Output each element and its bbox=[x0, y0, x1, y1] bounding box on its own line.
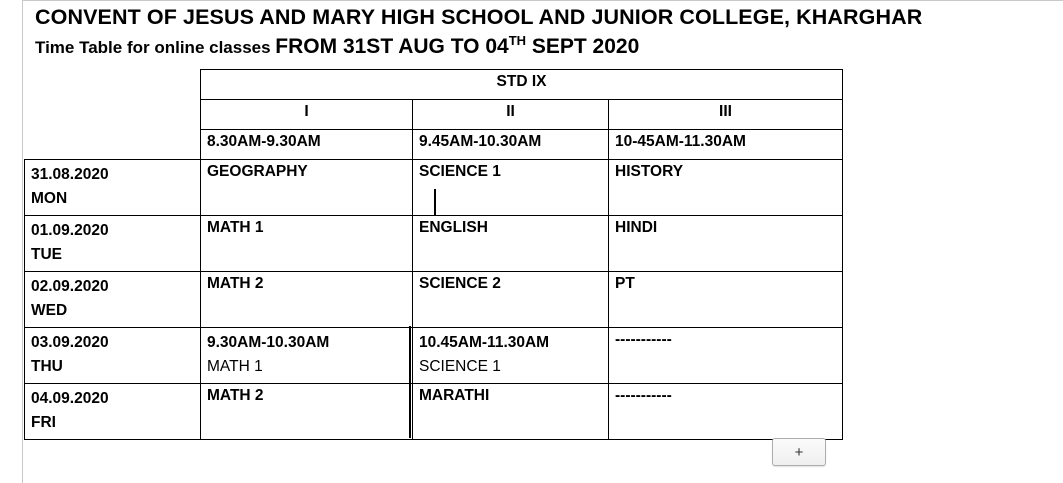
column-boundary-marker bbox=[409, 326, 411, 438]
subject-thu-p2-label: SCIENCE 1 bbox=[419, 357, 501, 375]
period-time-2: 9.45AM-10.30AM bbox=[413, 129, 609, 159]
subject-thu-p2 bbox=[413, 327, 609, 383]
table-row bbox=[25, 327, 843, 383]
row-date: 02.09.2020 bbox=[31, 277, 109, 295]
row-date-day-mon bbox=[25, 159, 201, 215]
row-date: 03.09.2020 bbox=[31, 333, 109, 351]
table-row bbox=[25, 271, 843, 327]
row-date-day-fri bbox=[25, 383, 201, 439]
std-header-cell: STD IX bbox=[201, 69, 843, 99]
text-cursor bbox=[434, 189, 436, 215]
blank-cell-times bbox=[25, 129, 201, 159]
row-date-day-thu bbox=[25, 327, 201, 383]
subject-tue-p1: MATH 1 bbox=[201, 215, 413, 271]
subject-mon-p3: HISTORY bbox=[609, 159, 843, 215]
corner-blank-cell bbox=[25, 69, 201, 99]
subject-tue-p3: HINDI bbox=[609, 215, 843, 271]
subject-fri-p1: MATH 2 bbox=[201, 383, 413, 439]
row-day: MON bbox=[31, 189, 68, 207]
subject-wed-p2: SCIENCE 2 bbox=[413, 271, 609, 327]
subject-wed-p3: PT bbox=[609, 271, 843, 327]
timetable-subtitle bbox=[22, 30, 1052, 59]
subject-mon-p2: SCIENCE 1 bbox=[413, 159, 609, 215]
row-date: 04.09.2020 bbox=[31, 389, 109, 407]
subject-tue-p2: ENGLISH bbox=[413, 215, 609, 271]
row-date: 01.09.2020 bbox=[31, 221, 109, 239]
subtitle-prefix: Time Table for online classes bbox=[35, 37, 276, 57]
table-row-period-numbers bbox=[25, 99, 843, 129]
override-time-thu-p2: 10.45AM-11.30AM bbox=[419, 333, 550, 351]
subject-fri-p3: ----------- bbox=[609, 383, 843, 439]
subtitle-range-start: FROM 31ST AUG TO 04 bbox=[275, 34, 509, 58]
school-title: CONVENT OF JESUS AND MARY HIGH SCHOOL AND JUNIOR COLLEGE, KHARGHAR bbox=[35, 5, 923, 29]
table-row-std-header bbox=[25, 69, 843, 99]
override-time-thu-p1: 9.30AM-10.30AM bbox=[207, 333, 330, 351]
add-row-button[interactable]: + bbox=[772, 438, 826, 466]
document-body bbox=[22, 0, 1052, 440]
table-row-period-times bbox=[25, 129, 843, 159]
row-day: TUE bbox=[31, 245, 62, 263]
subject-mon-p1: GEOGRAPHY bbox=[201, 159, 413, 215]
subject-thu-p3: ----------- bbox=[609, 327, 843, 383]
row-date: 31.08.2020 bbox=[31, 165, 109, 183]
timetable bbox=[24, 69, 843, 440]
subject-thu-p1-label: MATH 1 bbox=[207, 357, 263, 375]
subject-fri-p2: MARATHI bbox=[413, 383, 609, 439]
row-date-day-wed bbox=[25, 271, 201, 327]
row-date-day-tue bbox=[25, 215, 201, 271]
period-number-2: II bbox=[413, 99, 609, 129]
row-day: THU bbox=[31, 357, 63, 375]
period-time-1: 8.30AM-9.30AM bbox=[201, 129, 413, 159]
row-day: FRI bbox=[31, 414, 56, 431]
row-day: WED bbox=[31, 301, 68, 319]
subtitle-ordinal-suffix: TH bbox=[508, 32, 527, 48]
period-number-3: III bbox=[609, 99, 843, 129]
blank-cell-periods bbox=[25, 99, 201, 129]
subtitle-range-end: SEPT 2020 bbox=[526, 34, 640, 58]
table-row bbox=[25, 383, 843, 439]
period-time-3: 10-45AM-11.30AM bbox=[609, 129, 843, 159]
period-number-1: I bbox=[201, 99, 413, 129]
subject-thu-p1 bbox=[201, 327, 413, 383]
subject-wed-p1: MATH 2 bbox=[201, 271, 413, 327]
table-row bbox=[25, 215, 843, 271]
